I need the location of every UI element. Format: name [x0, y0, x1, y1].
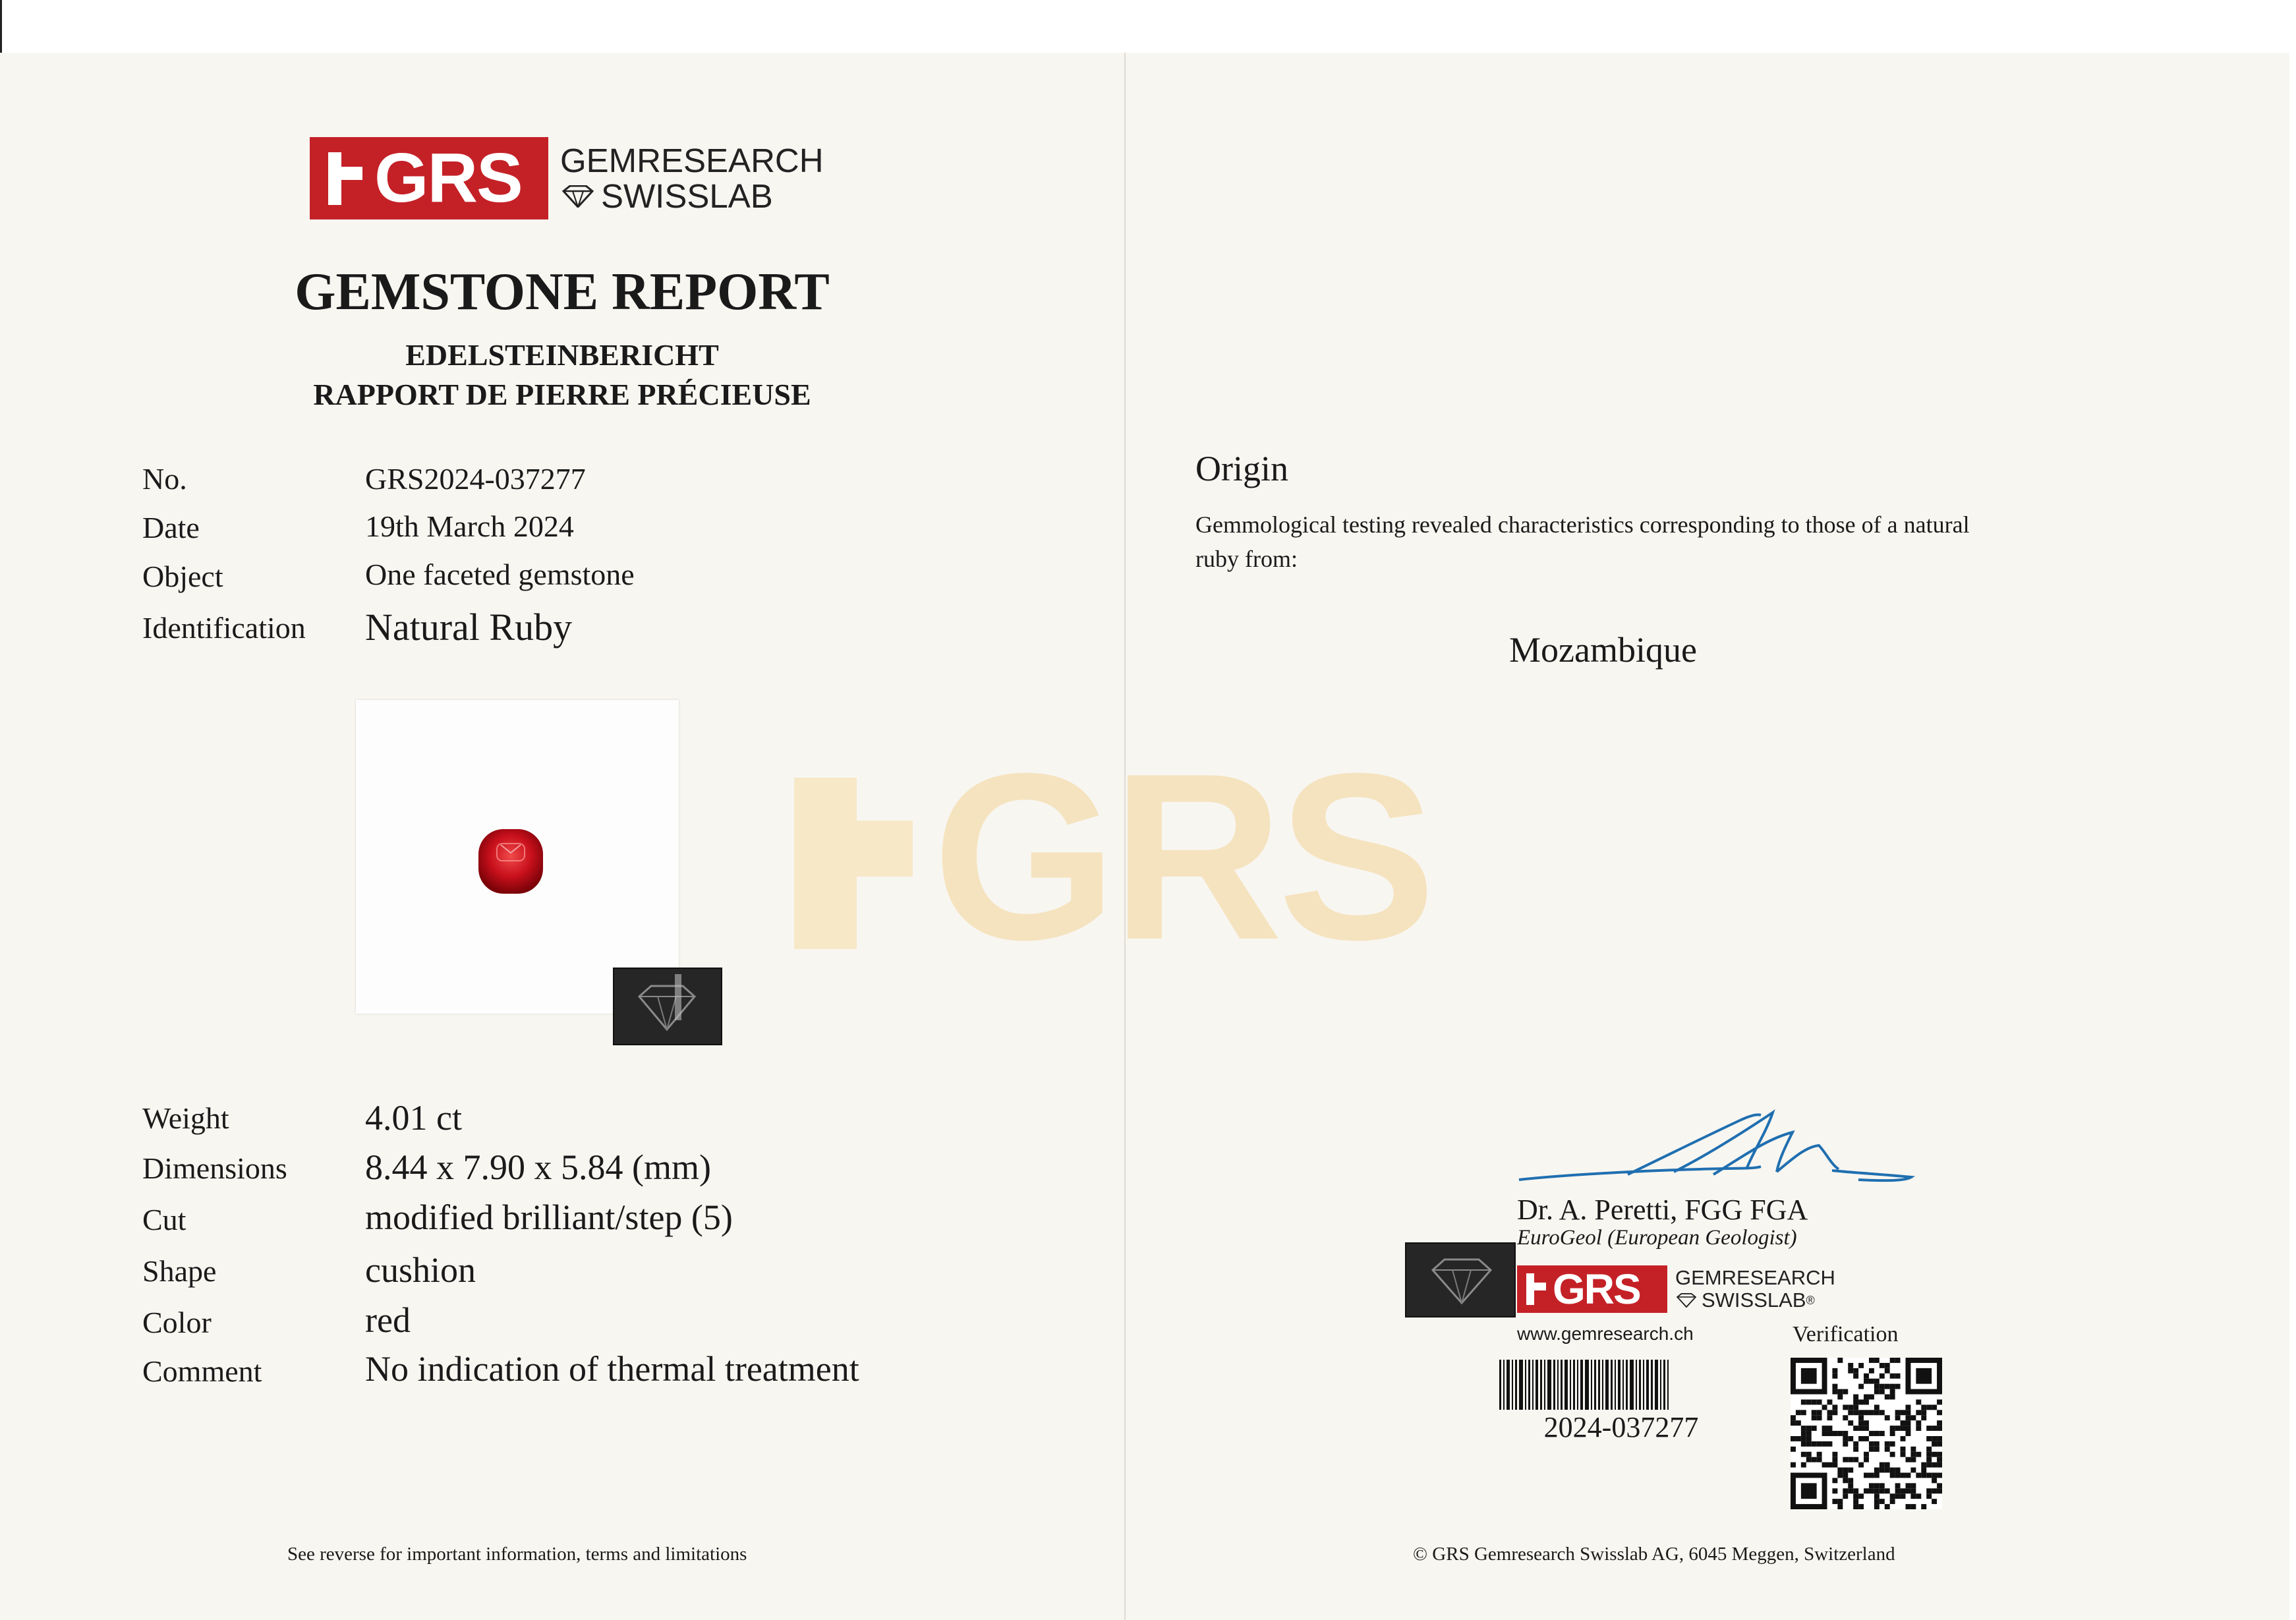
barcode-bar [1598, 1360, 1600, 1410]
property-value-cut: modified brilliant/step (5) [365, 1198, 733, 1237]
hologram-diamond-icon-2 [1406, 1244, 1516, 1317]
barcode-bar [1519, 1360, 1523, 1410]
signatory-name: Dr. A. Peretti, FGG FGA [1517, 1194, 1808, 1226]
barcode-bar [1655, 1360, 1658, 1410]
ruby-gemstone-image [474, 825, 547, 898]
scan-edge-mark [0, 0, 2, 53]
barcode-bar [1615, 1360, 1616, 1410]
barcode-bar [1594, 1360, 1596, 1410]
report-subtitle-fr: RAPPORT DE PIERRE PRÉCIEUSE [313, 378, 811, 411]
verification-label: Verification [1793, 1322, 1899, 1346]
logo-small-line-swisslab-row [1675, 1289, 1835, 1312]
barcode-bar [1667, 1360, 1669, 1410]
barcode-number: 2024-037277 [1543, 1411, 1699, 1443]
barcode-bar [1553, 1360, 1555, 1410]
origin-description: Gemmological testing revealed characteristics corresponding to those of a natural ruby from: [1195, 511, 1970, 572]
barcode-bar [1626, 1360, 1628, 1410]
barcode-bar [1544, 1360, 1545, 1410]
watermark-cross-arm [857, 821, 913, 877]
property-label-weight: Weight [142, 1101, 229, 1135]
logo-line-swisslab: SWISSLAB [601, 177, 773, 215]
report-subtitle-de: EDELSTEINBERICHT [405, 338, 719, 372]
grs-logo-badge [310, 137, 548, 219]
watermark-text: GRS [933, 724, 1431, 989]
grs-logo-small-text: GRS [1553, 1265, 1640, 1313]
property-value-comment: No indication of thermal treatment [365, 1349, 859, 1389]
barcode-bar [1577, 1360, 1578, 1410]
detail-label-date: Date [142, 511, 200, 544]
barcode-bar [1651, 1360, 1653, 1410]
website-url[interactable]: www.gemresearch.ch [1517, 1323, 1694, 1344]
detail-label-identification: Identification [142, 611, 306, 645]
property-label-comment: Comment [142, 1354, 262, 1388]
handwritten-signature [1516, 1106, 1924, 1192]
barcode-bar [1503, 1360, 1505, 1410]
barcode-bar [1540, 1360, 1542, 1410]
grs-logo-text: GRS [374, 139, 522, 217]
origin-heading: Origin [1195, 449, 1288, 488]
barcode-bar [1499, 1360, 1501, 1410]
barcode-bar [1525, 1360, 1526, 1410]
detail-label-number: No. [142, 462, 187, 496]
footer-right-copyright: © GRS Gemresearch Swisslab AG, 6045 Meggen, Switzerland [1413, 1544, 1895, 1565]
logo-small-line-swisslab: SWISSLAB [1702, 1288, 1806, 1312]
barcode-bar [1564, 1360, 1568, 1410]
page-edge [2289, 53, 2296, 1620]
registered-mark: ® [1806, 1294, 1815, 1307]
detail-value-number: GRS2024-037277 [365, 462, 586, 496]
barcode-bar [1547, 1360, 1551, 1410]
barcode-bar [1639, 1360, 1641, 1410]
barcode-bar [1646, 1360, 1649, 1410]
barcode-bar [1618, 1360, 1621, 1410]
diamond-icon [560, 185, 596, 208]
logo-line-gemresearch: GEMRESEARCH [560, 141, 824, 179]
property-label-dimensions: Dimensions [142, 1151, 287, 1185]
swiss-cross-icon-small [1526, 1273, 1546, 1305]
barcode-bar [1602, 1360, 1603, 1410]
barcode-bar [1591, 1360, 1592, 1410]
barcode-bar [1605, 1360, 1609, 1410]
barcode-bar [1585, 1360, 1589, 1410]
barcode-bar [1636, 1360, 1637, 1410]
property-label-cut: Cut [142, 1203, 187, 1236]
diamond-icon-small [1675, 1293, 1698, 1308]
barcode-bar [1570, 1360, 1571, 1410]
barcode-bar [1515, 1360, 1517, 1410]
barcode-bar [1622, 1360, 1624, 1410]
logo-wordmark [560, 143, 824, 214]
barcode-bar [1557, 1360, 1559, 1410]
grs-logo [310, 137, 824, 219]
gemstone-photo [356, 700, 679, 1014]
report-title: GEMSTONE REPORT [295, 263, 830, 321]
barcode-bar [1663, 1360, 1665, 1410]
property-label-shape: Shape [142, 1254, 217, 1288]
logo-line-swisslab-row [560, 179, 824, 214]
property-value-shape: cushion [365, 1250, 476, 1290]
barcode-bar [1573, 1360, 1575, 1410]
detail-value-identification: Natural Ruby [365, 606, 573, 649]
security-hologram-2 [1405, 1242, 1516, 1317]
barcode-bar [1512, 1360, 1513, 1410]
property-value-color: red [365, 1300, 411, 1340]
logo-small-wordmark [1675, 1267, 1835, 1312]
grs-logo-small [1517, 1265, 1835, 1313]
barcode [1499, 1360, 1743, 1410]
security-hologram [613, 968, 722, 1045]
barcode-bar [1561, 1360, 1563, 1410]
hologram-diamond-icon [614, 969, 722, 1045]
verification-qr-code[interactable] [1791, 1358, 1942, 1509]
barcode-bar [1643, 1360, 1644, 1410]
barcode-bar [1507, 1360, 1510, 1410]
barcode-bar [1535, 1360, 1538, 1410]
property-label-color: Color [142, 1306, 212, 1339]
swiss-cross-icon [328, 152, 362, 205]
barcode-bar [1660, 1360, 1661, 1410]
logo-small-line-gemresearch: GEMRESEARCH [1675, 1266, 1835, 1289]
origin-country: Mozambique [1509, 630, 1697, 670]
property-value-weight: 4.01 ct [365, 1098, 462, 1138]
barcode-bar [1528, 1360, 1530, 1410]
grs-logo-small-badge [1517, 1265, 1667, 1313]
watermark-cross-bar [794, 778, 857, 949]
barcode-bar [1630, 1360, 1634, 1410]
grs-watermark [794, 724, 1431, 989]
detail-label-object: Object [142, 560, 223, 593]
footer-left-note: See reverse for important information, terms and limitations [287, 1544, 747, 1565]
property-value-dimensions: 8.44 x 7.90 x 5.84 (mm) [365, 1147, 711, 1187]
detail-value-object: One faceted gemstone [365, 558, 635, 591]
barcode-bar [1580, 1360, 1583, 1410]
barcode-bar [1611, 1360, 1613, 1410]
detail-value-date: 19th March 2024 [365, 509, 574, 543]
signatory-title: EuroGeol (European Geologist) [1517, 1226, 1797, 1250]
barcode-bar [1532, 1360, 1534, 1410]
